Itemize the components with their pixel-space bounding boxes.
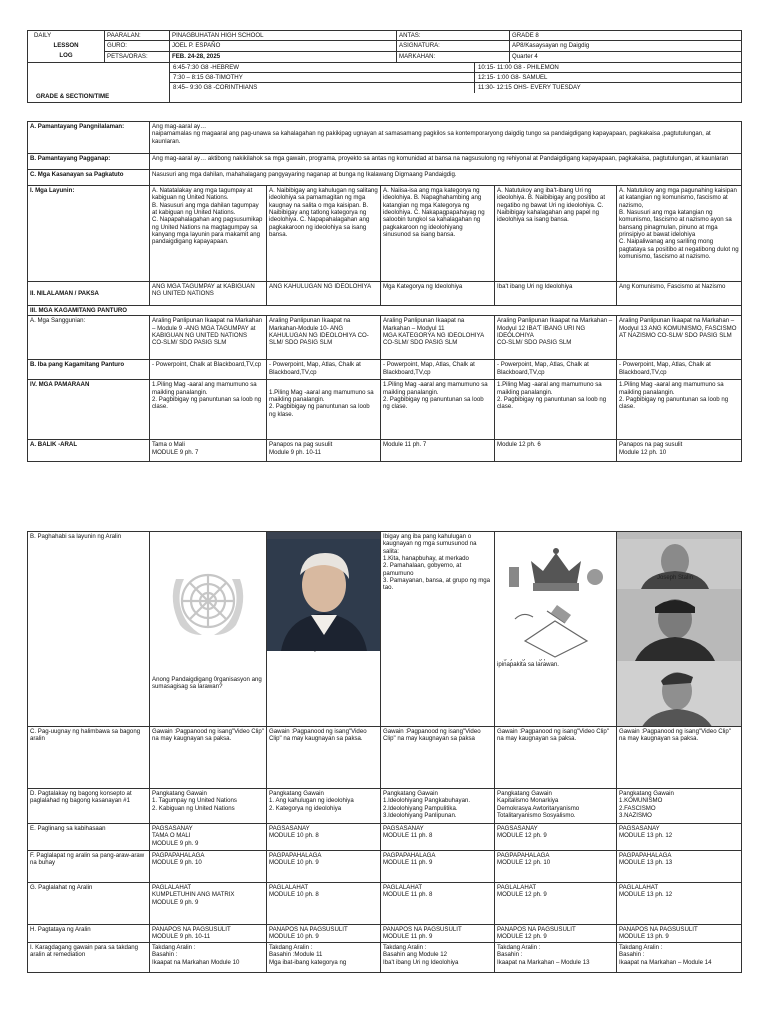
paglalapat-cell: PAGPAPAHALAGA MODULE 11 ph. 9 <box>381 851 495 883</box>
paglalapat-label: F. Paglalapat ng aralin sa pang-araw-araw na buhay <box>28 851 150 883</box>
schedule-cell <box>170 62 742 102</box>
nilalaman-label: II. NILALAMAN / PAKSA <box>28 282 150 306</box>
crown-image <box>495 532 616 594</box>
paglinang-cell: PAGSASANAY MODULE 12 ph. 9 <box>495 824 617 851</box>
paglalapat-cell: PAGPAPAHALAGA MODULE 10 ph. 9 <box>267 851 381 883</box>
layunin-cell: A. Naiisa-isa ang mga kategorya ng ideolohiya. B. Napaghahambing ang katangian ng mga Kategorya ng ideolohiya. C. Nakapagpapahayag ng saloobin tungkol sa kahalagahan ng pagkakaroon ng ideolohiyang sinusunod sa isang bansa. <box>381 186 495 282</box>
paglalahat-cell: PAGLALAHAT MODULE 13 ph. 12 <box>617 883 742 925</box>
antas-value: GRADE 8 <box>510 31 742 41</box>
hitler-portrait-icon <box>617 661 742 726</box>
schedule-left-row: 7:30 – 8:15 G8-TIMOTHY <box>170 73 474 83</box>
balik-cell: Module 11 ph. 7 <box>381 440 495 462</box>
paglinang-cell: PAGSASANAY MODULE 11 ph. 8 <box>381 824 495 851</box>
un-question: Anong Pandaigdigang 0rganisasyon ang sumasagisag sa larawan? <box>152 676 262 691</box>
mussolini-portrait-icon <box>617 589 742 661</box>
schedule-left-row: 6:45-7:30 G8 -HEBREW <box>170 63 474 73</box>
sanggunian-label: A. Mga Sanggunian: <box>28 316 150 360</box>
mussolini-photo <box>617 582 741 654</box>
pamaraan-cell: 1.Piling Mag -aaral ang mamumuno sa maikling panalangin. 2. Pagbibigay ng panuntunan sa loob ng clase. <box>495 380 617 440</box>
guro-value: JOEL P. ESPAÑO <box>170 41 397 51</box>
destutt-image-cell <box>267 532 381 727</box>
dictators-image-cell <box>617 532 742 727</box>
pagtataya-cell: PANAPOS NA PAGSUSULIT MODULE 11 ph. 9 <box>381 925 495 943</box>
schedule-right <box>475 63 741 93</box>
petsa-value: FEB. 24-28, 2025 <box>170 51 397 62</box>
stalin-photo <box>617 532 741 582</box>
portrait-icon <box>267 539 381 651</box>
paglalapat-cell: PAGPAPAHALAGA MODULE 13 ph. 13 <box>617 851 742 883</box>
karagdagang-cell: Takdang Aralin : Basahin : Ikaapat na Markahan – Module 13 <box>495 943 617 973</box>
daily-label: DAILY <box>28 31 105 41</box>
lesson-label: LESSON <box>28 41 105 51</box>
paglalahat-cell: PAGLALAHAT MODULE 10 ph. 8 <box>267 883 381 925</box>
asignatura-value: AP8/Kasaysayan ng Daigdig <box>510 41 742 51</box>
karagdagang-cell: Takdang Aralin : Basahin : Ikaapat na Markahan Module 10 <box>150 943 267 973</box>
schedule-left-row: 8:45– 9:30 G8 -CORINTHIANS <box>173 83 258 91</box>
un-logo-image <box>150 532 266 652</box>
pagtataya-cell: PANAPOS NA PAGSUSULIT MODULE 9 ph. 10-11 <box>150 925 267 943</box>
pamaraan-cell: 1.Piling Mag -aaral ang mamumuno sa maikling panalangin. 2. Pagbibigay ng panuntunan sa loob ng clase. <box>617 380 742 440</box>
log-label: LOG <box>28 51 105 62</box>
layunin-cell: A. Natutukoy ang iba't-ibang Uri ng ideolohiya. B. Naibibigay ang positibo at negatibo ng bawat Uri ng ideolohiya. C. Naibibigay kahalagahan ang papel ng ideolohiya sa isang bansa. <box>495 186 617 282</box>
iba-label: B. Iba pang Kagamitang Panturo <box>28 360 150 380</box>
iba-cell: - Powerpoint, Map, Atlas, Chalk at Blackboard,TV,cp <box>267 360 381 380</box>
paglalahat-cell: PAGLALAHAT KUMPLETUHIN ANG MATRIX MODULE 9 ph. 9 <box>150 883 267 925</box>
schedule-right-row: 12:15- 1:00 G8- SAMUEL <box>475 73 741 83</box>
layunin-cell: A. Naibibigay ang kahulugan ng salitang ideolohiya sa pamamagitan ng mga kaugnay na salita o mga kaisipan. B. Naibibigay ang tatlong kategorya ng ideolohiya. C. Napapahalagahan ang pagkakaroon ng ideolohiya sa isang bansa. <box>267 186 381 282</box>
pagtalakay-cell: Pangkatang Gawain 1. Tagumpay ng United Nations 2. Kabiguan ng United Nations <box>150 789 267 824</box>
petsa-label: PETSA/ORAS: <box>105 51 170 62</box>
pagtalakay-cell: Pangkatang Gawain 1.Ideolohiyang Pangkabuhayan. 2.Ideolohiyang Pampulitika. 3.Ideolohiyang Panlipunan. <box>381 789 495 824</box>
pamamahala-cell <box>495 532 617 727</box>
paaralan-value: PINAGBUHATAN HIGH SCHOOL <box>170 31 397 41</box>
pag-uugnay-cell: Gawain :Pagpanood ng isang"Video Clip" na may kaugnayan sa paksa. <box>150 727 267 789</box>
antas-label: ANTAS: <box>397 31 510 41</box>
markahan-label: MARKAHAN: <box>397 51 510 62</box>
balik-cell: Tama o Mali MODULE 9 ph. 7 <box>150 440 267 462</box>
ideology-prompt-cell: Ibigay ang iba pang kahulugan o kaugnayan ng mga sumusunod na salita: 1.Kita, hanapbuhay, at merkado 2. Pamahalaan, gobyerno, at pamumuno 3. Pamayanan, bansa, at grupo ng mga tao. <box>381 532 495 727</box>
karagdagang-cell: Takdang Aralin : Basahin : Ikaapat na Markahan – Module 14 <box>617 943 742 973</box>
iba-cell: - Powerpoint, Map, Atlas, Chalk at Blackboard,TV,cp <box>381 360 495 380</box>
pagtalakay-label: D. Pagtalakay ng bagong konsepto at paglalahad ng bagong kasanayan #1 <box>28 789 150 824</box>
pag-uugnay-cell: Gawain :Pagpanood ng isang"Video Clip" na may kaugnayan sa paksa. <box>495 727 617 789</box>
destutt-portrait <box>267 532 380 644</box>
paglinang-cell: PAGSASANAY TAMA O MALI MODULE 9 ph. 9 <box>150 824 267 851</box>
un-image-cell <box>150 532 267 727</box>
paaralan-label: PAARALAN: <box>105 31 170 41</box>
pamaraan-label: IV. MGA PAMARAAN <box>28 380 150 440</box>
iba-cell: - Powerpoint, Map, Atlas, Chalk at Blackboard,TV,cp <box>495 360 617 380</box>
pag-uugnay-cell: Gawain :Pagpanood ng isang"Video Clip" na may kaugnayan sa paksa <box>381 727 495 789</box>
balik-cell: Module 12 ph. 6 <box>495 440 617 462</box>
nilalaman-cell: Mga Kategorya ng Ideolohiya <box>381 282 495 306</box>
stalin-caption: Joseph Stalin <box>657 574 694 581</box>
kagamitan-label: III. MGA KAGAMITANG PANTURO <box>28 306 742 316</box>
pag-uugnay-label: C. Pag-uugnay ng halimbawa sa bagong aralin <box>28 727 150 789</box>
sanggunian-cell: Araling Panlipunan Ikaapat na Markahan – Modyul 12 IBA'T IBANG URI NG IDEOLOHIYA CO-SLM/ SDO PASIG SLM <box>495 316 617 360</box>
sanggunian-cell: Araling Panlipunan Ikaapat na Markahan – Modyul 13 ANG KOMUNISMO, FASCISMO AT NAZISMO CO-SLM/ SDO PASIG SLM <box>617 316 742 360</box>
karagdagang-cell: Takdang Aralin : Basahin :Module 11 Mga ibat-ibang kategorya ng <box>267 943 381 973</box>
kasanayan-value: Nasusuri ang mga dahilan, mahahalagang pangyayaring naganap at bunga ng Ikalawang Digmaang Pandaigdig. <box>150 170 742 186</box>
schedule-right-row: 10:15- 11:00 G8 - PHILEMON <box>475 63 741 73</box>
sanggunian-cell: Araling Panlipunan Ikaapat na Markahan – Modyul 11 MGA KATEGORYA NG IDEOLOHIYA CO-SLM/ SDO PASIG SLM <box>381 316 495 360</box>
sanggunian-cell: Araling Panlipunan Ikaapat na Markahan – Module 9 -ANG MGA TAGUMPAY at KABIGUAN NG UNITED NATIONS CO-SLM/ SDO PASIG SLM <box>150 316 267 360</box>
pamamahala-prompt: ipinapakita sa larawan. <box>497 661 559 669</box>
voting-icon <box>495 601 617 659</box>
dll-main-table <box>27 121 742 462</box>
dll-header-table <box>27 30 742 103</box>
pagtalakay-cell: Pangkatang Gawain 1. Ang kahulugan ng ideolohiya 2. Kategorya ng ideolohiya <box>267 789 381 824</box>
grade-section-label <box>28 62 170 102</box>
paglalahat-label: G. Paglalahat ng Aralin <box>28 883 150 925</box>
pagganap-label: B. Pamantayang Pagganap: <box>28 154 150 170</box>
pamaraan-cell: 1.Piling Mag -aaral ang mamumuno sa maikling panalangin. 2. Pagbibigay ng panuntunan sa loob ng clase. <box>381 380 495 440</box>
pagtataya-cell: PANAPOS NA PAGSUSULIT MODULE 13 ph. 9 <box>617 925 742 943</box>
karagdagang-label: I. Karagdagang gawain para sa takdang aralin at remediation <box>28 943 150 973</box>
grade-section-text: GRADE & SECTION/TIME <box>36 93 110 101</box>
pangnilalaman-value: Ang mag-aaral ay… naipamamalas ng magaaral ang pag-unawa sa kahalagahan ng pakikipag ugnayan at samasamang pagkilos sa kontemporaryong daigdig tungo sa pandaigdigang kapayapaan, pagkakaisa ,pagtutulungan, at kaunlaran. <box>150 122 742 154</box>
markahan-value: Quarter 4 <box>510 51 742 62</box>
pagtalakay-cell: Pangkatang Gawain Kapitalismo Monarkiya Demokrasya Awtoritaryanismo Totalitaryanismo Sosyalismo. <box>495 789 617 824</box>
balik-label: A. BALIK -ARAL <box>28 440 150 462</box>
paglalapat-cell: PAGPAPAHALAGA MODULE 9 ph. 10 <box>150 851 267 883</box>
crown-icon <box>495 539 617 601</box>
pamaraan-cell: 1.Piling Mag -aaral ang mamumuno sa maikling panalangin. 2. Pagbibigay ng panuntunan sa loob ng clase. <box>150 380 267 440</box>
paglalahat-cell: PAGLALAHAT MODULE 11 ph. 8 <box>381 883 495 925</box>
pag-uugnay-cell: Gawain :Pagpanood ng isang"Video Clip" na may kaugnayan sa paksa. <box>267 727 381 789</box>
pamaraan-cell: 1.Piling Mag -aaral ang mamumuno sa maikling panalangin. 2. Pagbibigay ng panuntunan sa loob ng klase. <box>267 380 381 440</box>
pagtataya-cell: PANAPOS NA PAGSUSULIT MODULE 12 ph. 9 <box>495 925 617 943</box>
paglalahat-cell: PAGLALAHAT MODULE 12 ph. 9 <box>495 883 617 925</box>
sanggunian-cell: Araling Panlipunan Ikaapat na Markahan-Module 10- ANG KAHULUGAN NG IDEOLOHIYA CO-SLM/ SDO PASIG SLM <box>267 316 381 360</box>
paglinang-cell: PAGSASANAY MODULE 13 ph. 12 <box>617 824 742 851</box>
voting-image <box>495 594 616 652</box>
layunin-cell: A. Natatalakay ang mga tagumpay at kabiguan ng United Nations. B. Nasusuri ang mga dahilan tagumpay at kabiguan ng United Nations. C. Napapahalagahan ang pagsusumikap ng United Nations na magtagumpay sa kanyang mga layunin para makamit ang pandaigdigang kapayapaan. <box>150 186 267 282</box>
guro-label: GURO: <box>105 41 170 51</box>
iba-cell: - Powerpoint, Chalk at Blackboard,TV,cp <box>150 360 267 380</box>
pag-uugnay-cell: Gawain :Pagpanood ng isang"Video Clip" na may kaugnayan sa paksa. <box>617 727 742 789</box>
schedule-right-row: 11:30- 12:15 OHS- EVERY TUESDAY <box>478 83 581 91</box>
paghahabi-label: B. Paghahabi sa layunin ng Aralin <box>28 532 150 727</box>
dll-page2-table <box>27 531 742 973</box>
pangnilalaman-label: A. Pamantayang Pangnilalaman: <box>28 122 150 154</box>
paglinang-label: E. Paglinang sa kabihasaan <box>28 824 150 851</box>
karagdagang-cell: Takdang Aralin : Basahin ang Module 12 Iba't ibang Uri ng Ideolohiya <box>381 943 495 973</box>
balik-cell: Panapos na pag susulit Module 9 ph. 10-11 <box>267 440 381 462</box>
balik-cell: Panapos na pag susulit Module 12 ph. 10 <box>617 440 742 462</box>
iba-cell: - Powerpoint, Map, Atlas, Chalk at Blackboard,TV,cp <box>617 360 742 380</box>
layunin-cell: A. Natutukoy ang mga pagunahing kaisipan at katangian ng komunismo, fascismo at nazismo, B. Nasusuri ang mga katangian ng komunismo, fascismo at nazismo ayon sa bansang pinagmulan, pinuno at mga prinsipiyo at bawat idelohiya C. Naipaliwanag ang sariling mong pagtataya sa positibo at negatibong dulot ng komunismo, fascismo at nazismo. <box>617 186 742 282</box>
paglalapat-cell: PAGPAPAHALAGA MODULE 12 ph. 10 <box>495 851 617 883</box>
nilalaman-cell: ANG KAHULUGAN NG IDEOLOHIYA <box>267 282 381 306</box>
pagtataya-label: H. Pagtataya ng Aralin <box>28 925 150 943</box>
pagganap-value: Ang mag-aaral ay… aktibong nakikilahok sa mga gawain, programa, proyekto sa antas ng komunidad at bansa na nagsusulong ng rehiyonal at Pandaigdigang kapayapaan, pagkakaisa, pagtutulungan, at kaunlaran <box>150 154 742 170</box>
pagtataya-cell: PANAPOS NA PAGSUSULIT MODULE 10 ph. 9 <box>267 925 381 943</box>
un-emblem-icon <box>150 539 266 659</box>
asignatura-label: ASIGNATURA: <box>397 41 510 51</box>
layunin-label: I. Mga Layunin: <box>28 186 150 282</box>
nilalaman-cell: Iba't ibang Uri ng Ideolohiya <box>495 282 617 306</box>
kasanayan-label: C. Mga Kasanayan sa Pagkatuto <box>28 170 150 186</box>
hitler-photo <box>617 654 741 726</box>
nilalaman-cell: ANG MGA TAGUMPAY at KABIGUAN NG UNITED NATIONS <box>150 282 267 306</box>
paglinang-cell: PAGSASANAY MODULE 10 ph. 8 <box>267 824 381 851</box>
schedule-left <box>170 63 475 93</box>
nilalaman-cell: Ang Komunismo, Fascismo at Nazismo <box>617 282 742 306</box>
pagtalakay-cell: Pangkatang Gawain 1.KOMUNISMO 2.FASCISMO 3.NAZISMO <box>617 789 742 824</box>
